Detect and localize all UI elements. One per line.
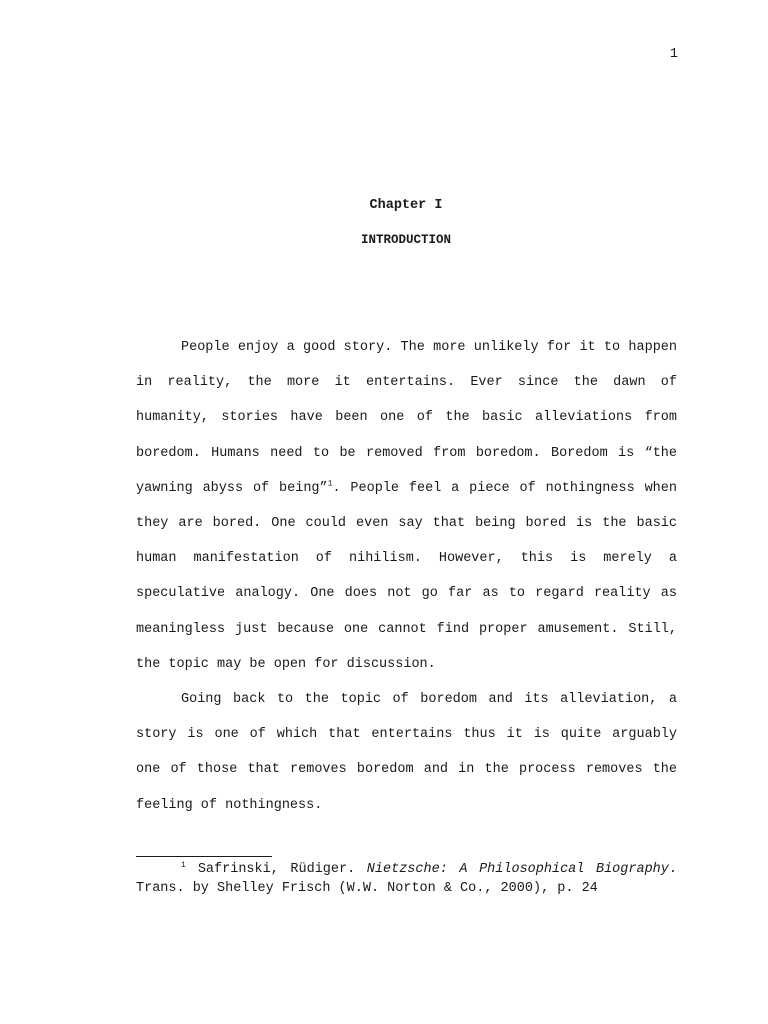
page-number: 1 [669,47,678,62]
footnote-book-title: Nietzsche: A Philosophical Biography [366,862,669,877]
footnote-reference: 1 [327,479,333,489]
chapter-title: INTRODUCTION [360,233,451,247]
paragraph-1-text-b: . People feel a piece of nothingness when they are bored. One could even say that being bored is the basic human manifestation of nihilism. However, this is merely a speculative analogy. One does not go far as to regard reality as meaningless just because one cannot find proper amusement. Still, the topic may be open for discussion. [136,480,677,672]
footnote-author: Safrinski, Rüdiger. [197,862,367,877]
footnote [136,861,677,898]
paragraph-1-text-a: People enjoy a good story. The more unlikely for it to happen in reality, the more it entertains. Ever since the dawn of humanity, stories have been one of the basic alleviations from boredom. Humans need to be removed from boredom. Boredom is “the yawning abyss of being” [136,340,677,496]
footnote-mark: 1 [181,860,186,870]
body-text [136,330,677,823]
footnote-text [136,861,677,898]
footnote-separator [136,856,272,857]
footnote-details: . Trans. by Shelley Frisch (W.W. Norton & Co., 2000), p. 24 [136,862,677,896]
chapter-label: Chapter I [369,198,443,213]
paragraph-2: Going back to the topic of boredom and its alleviation, a story is one of which that entertains thus it is quite arguably one of those that removes boredom and in the process removes the feeling of nothingness. [136,692,677,813]
paragraph-1 [136,330,677,682]
